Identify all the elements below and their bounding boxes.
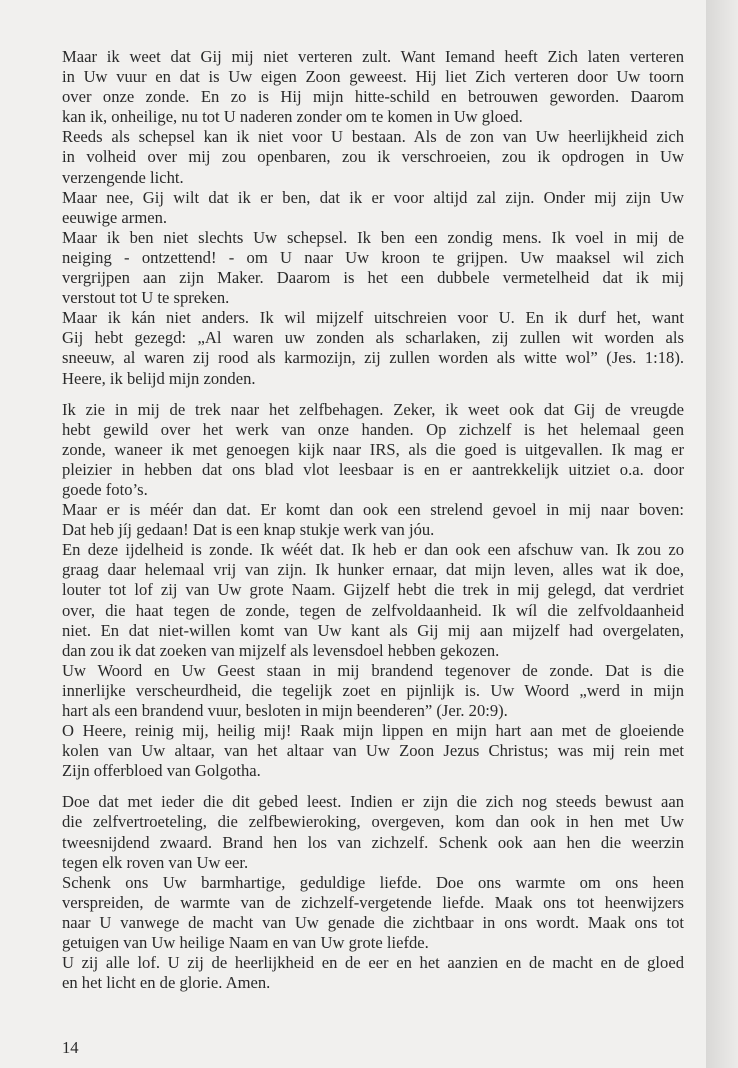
text-line: Dat heb jíj gedaan! Dat is een knap stukje werk van jóu. [62,520,435,540]
text-line: en het licht en de glorie. Amen. [62,973,271,993]
text-line: zonde, waneer ik met genoegen kijk naar IRS, als die goed is uitgevallen. Ik mag er [62,439,684,459]
text-line: Maar ik weet dat Gij mij niet verteren zult. Want Iemand heeft Zich laten verteren [62,47,684,66]
text-line: kan ik, onheilige, nu tot U naderen zonder om te komen in Uw gloed. [62,107,523,127]
text-line: tweesnijdend zwaard. Brand hen los van zichzelf. Schenk ook aan hen die weerzin [62,832,684,852]
text-line: pleizier in hebben dat ons blad vlot leesbaar is en er aantrekkelijk uitziet o.a. door [62,459,684,479]
text-line: Maar ik kán niet anders. Ik wil mijzelf uitschreien voor U. En ik durf het, want [62,308,684,328]
text-line: innerlijke verscheurdheid, die tegelijk zoet en pijnlijk is. Uw Woord „werd in mijn [62,680,684,700]
text-line: Zijn offerbloed van Golgotha. [62,761,261,781]
text-line: getuigen van Uw heilige Naam en van Uw grote liefde. [62,933,429,953]
text-line: Schenk ons Uw barmhartige, geduldige liefde. Doe ons warmte om ons heen [62,872,684,892]
text-line: vergrijpen aan zijn Maker. Daarom is het een dubbele vermetelheid dat ik mij [62,268,684,288]
text-line: Heere, ik belijd mijn zonden. [62,368,256,388]
text-line: in Uw vuur en dat is Uw eigen Zoon geweest. Hij liet Zich verteren door Uw toorn [62,67,684,87]
paragraph [62,792,684,993]
text-line: in volheid over mij zou openbaren, zou ik verschroeien, zou ik opdrogen in Uw [62,147,684,167]
text-line: niet. En dat niet-willen komt van Uw kant als Gij mij aan mijzelf had overgelaten, [62,620,684,640]
page-number: 14 [62,1038,79,1057]
text-line: kolen van Uw altaar, van het altaar van Uw Zoon Jezus Christus; was mij rein met [62,741,684,761]
paragraph [62,400,684,782]
text-line: Ik zie in mij de trek naar het zelfbehagen. Zeker, ik weet ook dat Gij de vreugde [62,399,684,419]
text-line: hebt gewild over het werk van onze handen. Op zichzelf is het helemaal geen [62,419,684,439]
text-line: Uw Woord en Uw Geest staan in mij brandend tegenover de zonde. Dat is die [62,660,684,680]
text-line: louter tot lof zij van Uw grote Naam. Gijzelf hebt die trek in mij gelegd, dat verdriet [62,580,684,600]
text-line: hart als een brandend vuur, besloten in mijn beenderen” (Jer. 20:9). [62,701,508,720]
text-line: verspreiden, de warmte van de zichzelf-vergetende liefde. Maak ons tot heenwijzers [62,892,684,912]
text-line: Doe dat met ieder die dit gebed leest. Indien er zijn die zich nog steeds bewust aan [62,792,684,812]
text-line: verzengende licht. [62,167,184,187]
text-line: dan zou ik dat zoeken van mijzelf als levensdoel hebben gekozen. [62,640,500,660]
text-line: die zelfvertroeteling, die zelfbewieroking, overgeven, kom dan ook in hen met Uw [62,812,684,832]
text-line: O Heere, reinig mij, heilig mij! Raak mijn lippen en mijn hart aan met de gloeiende [62,721,684,741]
text-line: Reeds als schepsel kan ik niet voor U bestaan. Als de zon van Uw heerlijkheid zich [62,127,684,147]
text-line: tegen elk roven van Uw eer. [62,852,249,872]
text-line: goede foto’s. [62,479,148,499]
text-line: naar U vanwege de macht van Uw genade die zichtbaar in ons wordt. Maak ons tot [62,912,684,932]
text-line: over, die haat tegen de zonde, tegen de zelfvoldaanheid. Ik wíl die zelfvoldaanheid [62,600,684,620]
text-line: Maar nee, Gij wilt dat ik er ben, dat ik er voor altijd zal zijn. Onder mij zijn Uw [62,187,684,207]
paragraph [62,47,684,389]
text-line: Maar ik ben niet slechts Uw schepsel. Ik ben een zondig mens. Ik voel in mij de [62,227,684,247]
text-line: Gij hebt gezegd: „Al waren uw zonden als scharlaken, zij zullen wit worden als [62,328,684,348]
page-edge-shadow [706,0,738,1068]
text-line: U zij alle lof. U zij de heerlijkheid en de eer en het aanzien en de macht en de gloed [62,953,684,973]
text-line: over onze zonde. En zo is Hij mijn hitte-schild en betrouwen geworden. Daarom [62,87,684,107]
body-text [62,47,684,1004]
text-line: En deze ijdelheid is zonde. Ik wéét dat. Ik heb er dan ook een afschuw van. Ik zou zo [62,540,684,560]
text-line: verstout tot U te spreken. [62,288,230,308]
text-line: eeuwige armen. [62,207,168,227]
text-line: graag daar helemaal vrij van zijn. Ik hunker ernaar, dat mijn leven, alles wat ik doe, [62,560,684,580]
text-line: sneeuw, al waren zij rood als karmozijn, zij zullen worden als witte wol” (Jes. 1:18). [62,348,684,368]
text-line: Maar er is méér dan dat. Er komt dan ook een strelend gevoel in mij naar boven: [62,500,684,520]
text-line: neiging - ontzettend! - om U naar Uw kroon te grijpen. Uw maaksel wil zich [62,247,684,267]
